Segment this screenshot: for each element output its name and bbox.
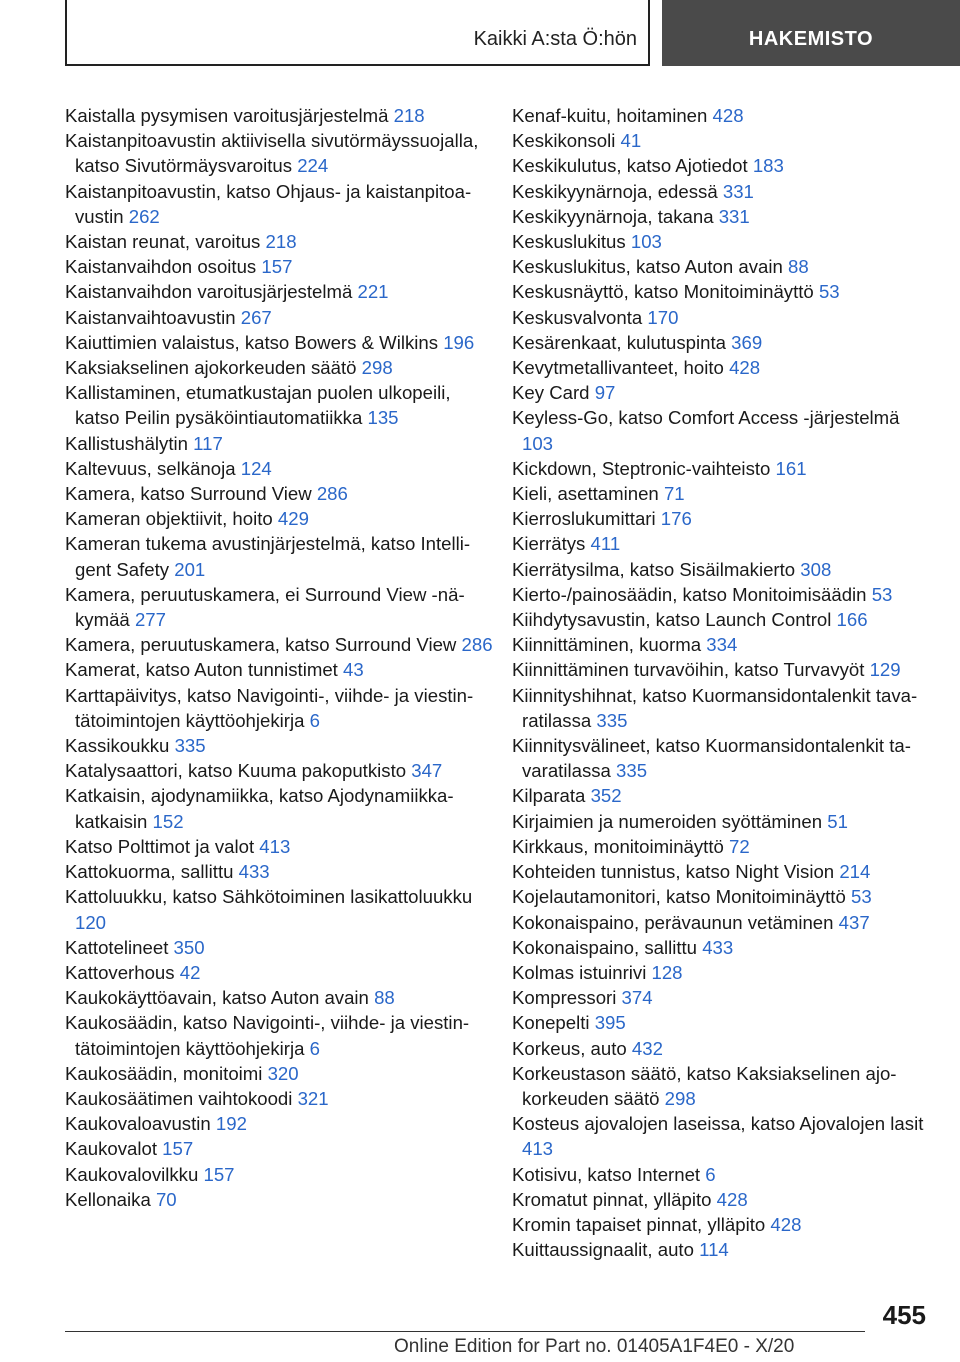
index-entry-text: Kattoluukku, katso Sähkötoiminen lasikattoluukku xyxy=(65,886,473,908)
index-entry-text: Kevytmetallivanteet, hoito xyxy=(512,357,724,379)
index-entry xyxy=(512,1162,932,1187)
index-entry-text: Kromatut pinnat, ylläpito xyxy=(512,1188,712,1210)
index-entry-text: Kiinnittäminen turvavöihin, katso Turvavyöt xyxy=(512,659,865,681)
index-entry xyxy=(65,582,495,632)
index-entry-text: Kierto-/painosäädin, katso Monitoimisäädin xyxy=(512,583,867,605)
index-entry xyxy=(512,153,932,178)
page-reference-link[interactable]: 320 xyxy=(267,1062,299,1084)
index-entry-text: Kaksiakselinen ajokorkeuden säätö xyxy=(65,357,357,379)
page-reference-link[interactable]: 374 xyxy=(621,987,653,1009)
page-reference-link[interactable]: 6 xyxy=(309,709,320,731)
tab-index-active[interactable] xyxy=(662,0,960,66)
index-entry-text: Kierrätys xyxy=(512,533,586,555)
index-entry xyxy=(65,632,495,657)
index-entry xyxy=(512,254,932,279)
index-entry xyxy=(65,1010,495,1060)
index-entry-text: Kiinnittäminen, kuorma xyxy=(512,634,702,656)
index-entry xyxy=(65,531,495,581)
index-entry xyxy=(65,1162,495,1187)
page-reference-link[interactable]: 413 xyxy=(259,835,291,857)
index-entry-text: Kieli, asettaminen xyxy=(512,483,659,505)
index-entry xyxy=(512,405,932,455)
index-entry xyxy=(65,506,495,531)
page-reference-link[interactable]: 308 xyxy=(800,558,832,580)
page-reference-link[interactable]: 170 xyxy=(647,306,679,328)
index-entry-text: Kromin tapaiset pinnat, ylläpito xyxy=(512,1213,766,1235)
page-reference-link[interactable]: 201 xyxy=(174,558,206,580)
index-entry-text: Kierrätysilma, katso Sisäilmakierto xyxy=(512,558,796,580)
index-entry xyxy=(512,229,932,254)
index-entry-text: Kattokuorma, sallittu xyxy=(65,861,234,883)
page-reference-link[interactable]: 347 xyxy=(411,760,443,782)
index-entry-text: Kirjaimien ja numeroiden syöttäminen xyxy=(512,810,823,832)
page-reference-link[interactable]: 6 xyxy=(309,1037,320,1059)
page-reference-link[interactable]: 428 xyxy=(770,1213,802,1235)
index-entry-text: Keskuslukitus xyxy=(512,231,626,253)
index-entry xyxy=(512,330,932,355)
index-entry-text: Kameran objektiivit, hoito xyxy=(65,508,273,530)
index-entry xyxy=(512,632,932,657)
index-entry xyxy=(512,884,932,909)
page-reference-link[interactable]: 157 xyxy=(261,256,293,278)
page-reference-link[interactable]: 196 xyxy=(443,331,475,353)
page-reference-link[interactable]: 42 xyxy=(179,961,201,983)
page-reference-link[interactable]: 6 xyxy=(705,1163,716,1185)
index-entry xyxy=(512,809,932,834)
page-reference-link[interactable]: 298 xyxy=(664,1087,696,1109)
index-entry xyxy=(512,204,932,229)
page-reference-link[interactable]: 262 xyxy=(128,205,160,227)
index-entry xyxy=(512,506,932,531)
index-entry-text: Katkaisin, ajodynamiikka, katso Ajodynamiikkakatkaisin xyxy=(65,785,454,832)
index-entry-text: Kattotelineet xyxy=(65,936,169,958)
index-entry xyxy=(65,330,495,355)
index-entry xyxy=(512,355,932,380)
header-border-left xyxy=(65,0,67,65)
index-entry-text: Kamera, peruutuskamera, katso Surround View xyxy=(65,634,457,656)
header-border-bottom xyxy=(65,64,650,66)
index-entry xyxy=(65,1187,495,1212)
index-entry xyxy=(512,305,932,330)
index-entry-text: Kamera, peruutuskamera, ei Surround View -näkymää xyxy=(65,583,465,631)
index-entry xyxy=(65,128,495,178)
index-entry-text: Kiinnityshihnat, katso Kuormansidontalenkit tavaratilassa xyxy=(512,684,918,731)
index-entry-text: Karttapäivitys, katso Navigointi-, viihde- ja viestintätoimintojen käyttöohjekirja xyxy=(65,684,474,731)
page-reference-link[interactable]: 157 xyxy=(203,1163,235,1185)
index-entry xyxy=(512,960,932,985)
index-entry xyxy=(65,683,495,733)
index-entry xyxy=(512,557,932,582)
index-entry-text: Kiihdytysavustin, katso Launch Control xyxy=(512,609,832,631)
index-entry-text: Kaistanpitoavustin, katso Ohjaus- ja kaistanpitoavustin xyxy=(65,180,472,227)
index-entry xyxy=(65,305,495,330)
index-entry xyxy=(65,783,495,833)
index-column-left xyxy=(65,103,495,1212)
page-reference-link[interactable]: 428 xyxy=(716,1188,748,1210)
index-entry-text: Kaukosäädin, katso Navigointi-, viihde- ja viestintätoimintojen käyttöohjekirja xyxy=(65,1012,470,1059)
page-reference-link[interactable]: 128 xyxy=(651,961,683,983)
index-entry-text: Kellonaika xyxy=(65,1188,151,1210)
page-reference-link[interactable]: 413 xyxy=(522,1138,554,1160)
page-reference-link[interactable]: 321 xyxy=(297,1087,329,1109)
index-entry-text: Katalysaattori, katso Kuuma pakoputkisto xyxy=(65,760,407,782)
index-entry xyxy=(65,859,495,884)
index-entry-text: Kameran tukema avustinjärjestelmä, katso Intelligent Safety xyxy=(65,533,471,580)
index-entry xyxy=(65,456,495,481)
index-entry-text: Katso Polttimot ja valot xyxy=(65,835,255,857)
index-entry-text: Kaukovaloavustin xyxy=(65,1113,211,1135)
index-entry xyxy=(512,103,932,128)
index-entry xyxy=(512,481,932,506)
page-reference-link[interactable]: 267 xyxy=(240,306,272,328)
index-entry-text: Kohteiden tunnistus, katso Night Vision xyxy=(512,861,835,883)
index-entry-text: Kosteus ajovalojen laseissa, katso Ajovalojen lasit xyxy=(512,1113,924,1135)
index-entry-text: Kallistaminen, etumatkustajan puolen ulkopeili, katso Peilin pysäköintiautomatiikka xyxy=(65,382,451,429)
page-reference-link[interactable]: 72 xyxy=(729,835,750,857)
page-reference-link[interactable]: 350 xyxy=(173,936,205,958)
index-entry xyxy=(512,582,932,607)
header-border-divider xyxy=(648,0,650,65)
index-entry xyxy=(512,834,932,859)
index-entry xyxy=(512,985,932,1010)
footer-edition-text: Online Edition for Part no. 01405A1F4E0 - X/20 xyxy=(394,1336,795,1357)
tab-index-label: HAKEMISTO xyxy=(748,28,874,50)
index-entry xyxy=(65,431,495,456)
index-entry xyxy=(65,380,495,430)
page-reference-link[interactable]: 53 xyxy=(818,281,840,303)
index-entry xyxy=(512,531,932,556)
page-reference-link[interactable]: 129 xyxy=(869,659,901,681)
index-entry-text: Kaistalla pysymisen varoitusjärjestelmä xyxy=(65,105,389,126)
page-reference-link[interactable]: 192 xyxy=(215,1113,247,1135)
page-reference-link[interactable]: 433 xyxy=(238,861,270,883)
page-reference-link[interactable]: 286 xyxy=(316,483,348,505)
index-entry-text: Kotisivu, katso Internet xyxy=(512,1163,701,1185)
page-reference-link[interactable]: 277 xyxy=(134,609,166,631)
page-reference-link[interactable]: 335 xyxy=(616,760,648,782)
page-reference-link[interactable]: 51 xyxy=(827,810,848,832)
index-entry-text: Keskusvalvonta xyxy=(512,306,643,328)
index-entry-text: Konepelti xyxy=(512,1012,590,1034)
page-reference-link[interactable]: 224 xyxy=(297,155,329,177)
page-reference-link[interactable]: 135 xyxy=(367,407,399,429)
index-entry xyxy=(65,279,495,304)
index-entry xyxy=(65,733,495,758)
index-entry-text: Kaistanvaihtoavustin xyxy=(65,306,236,328)
index-entry-text: Kirkkaus, monitoiminäyttö xyxy=(512,835,724,857)
index-entry-text: Kattoverhous xyxy=(65,961,175,983)
page-reference-link[interactable]: 103 xyxy=(630,231,662,253)
index-entry xyxy=(512,456,932,481)
index-entry-text: Kaistanvaihdon osoitus xyxy=(65,256,257,278)
page-reference-link[interactable]: 335 xyxy=(596,709,628,731)
index-entry xyxy=(65,179,495,229)
index-entry-text: Kesärenkaat, kulutuspinta xyxy=(512,331,726,353)
page-reference-link[interactable]: 331 xyxy=(718,205,750,227)
index-entry-text: Kokonaispaino, sallittu xyxy=(512,936,698,958)
footer-divider xyxy=(65,1331,865,1332)
index-entry-text: Korkeustason säätö, katso Kaksiakselinen ajokorkeuden säätö xyxy=(512,1062,897,1109)
index-entry-text: Kamerat, katso Auton tunnistimet xyxy=(65,659,338,681)
index-entry-text: Kiinnitysvälineet, katso Kuormansidontalenkit tavaratilassa xyxy=(512,735,911,782)
index-entry-text: Kaiuttimien valaistus, katso Bowers & Wilkins xyxy=(65,331,439,353)
index-entry-text: Kuittaussignaalit, auto xyxy=(512,1239,694,1261)
page-reference-link[interactable]: 103 xyxy=(522,432,554,454)
index-entry-text: Kickdown, Steptronic-vaihteisto xyxy=(512,457,771,479)
page-reference-link[interactable]: 221 xyxy=(357,281,389,303)
index-entry-text: Keskikyynärnoja, takana xyxy=(512,205,714,227)
index-entry xyxy=(512,733,932,783)
index-entry xyxy=(512,380,932,405)
index-entry xyxy=(512,859,932,884)
index-entry xyxy=(65,985,495,1010)
index-entry-text: Keskikulutus, katso Ajotiedot xyxy=(512,155,748,177)
index-entry xyxy=(65,1061,495,1086)
index-entry-text: Kolmas istuinrivi xyxy=(512,961,647,983)
index-entry xyxy=(65,355,495,380)
index-entry xyxy=(65,103,495,128)
page-reference-link[interactable]: 88 xyxy=(787,256,809,278)
page-reference-link[interactable]: 395 xyxy=(594,1012,626,1034)
page-reference-link[interactable]: 161 xyxy=(775,457,807,479)
index-entry xyxy=(512,657,932,682)
index-entry xyxy=(65,1086,495,1111)
index-entry xyxy=(512,683,932,733)
index-entry-text: Kaistanvaihdon varoitusjärjestelmä xyxy=(65,281,353,303)
index-entry xyxy=(65,481,495,506)
index-entry xyxy=(65,657,495,682)
index-entry-text: Kaistan reunat, varoitus xyxy=(65,231,261,253)
page-reference-link[interactable]: 70 xyxy=(155,1188,177,1210)
index-entry xyxy=(512,1010,932,1035)
page-reference-link[interactable]: 120 xyxy=(75,911,107,933)
index-entry-text: Keskusnäyttö, katso Monitoiminäyttö xyxy=(512,281,814,303)
index-entry-text: Kallistushälytin xyxy=(65,432,188,454)
index-entry-text: Keskikyynärnoja, edessä xyxy=(512,180,718,202)
index-entry xyxy=(65,254,495,279)
index-entry xyxy=(512,128,932,153)
index-entry xyxy=(512,1111,932,1161)
page-reference-link[interactable]: 176 xyxy=(660,508,692,530)
page-reference-link[interactable]: 88 xyxy=(374,987,395,1009)
index-entry-text: Kokonaispaino, perävaunun vetäminen xyxy=(512,911,834,933)
page-reference-link[interactable]: 214 xyxy=(839,861,871,883)
page-reference-link[interactable]: 429 xyxy=(277,508,309,530)
page-reference-link[interactable]: 428 xyxy=(712,105,744,126)
index-entry-text: Kenaf-kuitu, hoitaminen xyxy=(512,105,708,126)
page-reference-link[interactable]: 218 xyxy=(393,105,425,126)
index-entry xyxy=(65,229,495,254)
page-reference-link[interactable]: 53 xyxy=(871,583,893,605)
page-reference-link[interactable]: 286 xyxy=(461,634,493,656)
page-reference-link[interactable]: 331 xyxy=(722,180,754,202)
index-entry-text: Kierroslukumittari xyxy=(512,508,656,530)
index-entry xyxy=(512,179,932,204)
index-entry xyxy=(512,1212,932,1237)
index-entry-text: Kilparata xyxy=(512,785,586,807)
index-entry-text: Kamera, katso Surround View xyxy=(65,483,312,505)
page-reference-link[interactable]: 218 xyxy=(265,231,297,253)
index-entry-text: Kojelautamonitori, katso Monitoiminäyttö xyxy=(512,886,846,908)
index-entry xyxy=(65,960,495,985)
index-entry xyxy=(512,1061,932,1111)
page-reference-link[interactable]: 334 xyxy=(706,634,738,656)
index-entry xyxy=(65,935,495,960)
index-entry-text: Kaukokäyttöavain, katso Auton avain xyxy=(65,987,369,1009)
index-entry-text: Kaukovalovilkku xyxy=(65,1163,199,1185)
page-reference-link[interactable]: 43 xyxy=(343,659,364,681)
page-reference-link[interactable]: 117 xyxy=(193,432,223,454)
tab-a-to-o[interactable]: Kaikki A:sta Ö:hön xyxy=(473,28,637,50)
index-entry-text: Kassikoukku xyxy=(65,735,170,757)
page-reference-link[interactable]: 437 xyxy=(838,911,870,933)
page-reference-link[interactable]: 183 xyxy=(752,155,784,177)
index-entry xyxy=(512,935,932,960)
page-reference-link[interactable]: 71 xyxy=(663,483,685,505)
index-entry xyxy=(65,1136,495,1161)
index-entry-text: Key Card xyxy=(512,382,590,404)
page-reference-link[interactable]: 114 xyxy=(699,1239,729,1261)
index-entry xyxy=(512,783,932,808)
index-entry-text: Keyless-Go, katso Comfort Access -järjestelmä xyxy=(512,407,900,429)
page-reference-link[interactable]: 433 xyxy=(702,936,734,958)
index-entry-text: Korkeus, auto xyxy=(512,1037,627,1059)
index-entry xyxy=(512,607,932,632)
index-entry-text: Kaukosäädin, monitoimi xyxy=(65,1062,263,1084)
page-reference-link[interactable]: 166 xyxy=(836,609,868,631)
page-reference-link[interactable]: 369 xyxy=(731,331,763,353)
page-reference-link[interactable]: 335 xyxy=(174,735,206,757)
index-entry-text: Keskikonsoli xyxy=(512,130,616,152)
index-entry-text: Kaltevuus, selkänoja xyxy=(65,457,236,479)
index-entry xyxy=(512,1036,932,1061)
page-reference-link[interactable]: 124 xyxy=(240,457,272,479)
index-entry-text: Kompressori xyxy=(512,987,617,1009)
page-reference-link[interactable]: 298 xyxy=(361,357,393,379)
page-reference-link[interactable]: 53 xyxy=(851,886,872,908)
page-reference-link[interactable]: 97 xyxy=(594,382,616,404)
page-reference-link[interactable]: 157 xyxy=(162,1138,194,1160)
index-column-right xyxy=(512,103,932,1262)
page-number: 455 xyxy=(882,1300,926,1330)
index-entry xyxy=(65,834,495,859)
page-reference-link[interactable]: 41 xyxy=(620,130,642,152)
index-entry xyxy=(512,1187,932,1212)
index-entry xyxy=(65,1111,495,1136)
index-entry-text: Kaukosäätimen vaihtokoodi xyxy=(65,1087,293,1109)
index-entry-text: Kaistanpitoavustin aktiivisella sivutörmäyssuojalla, katso Sivutörmäysvaroitus xyxy=(65,130,479,177)
index-entry-text: Kaukovalot xyxy=(65,1138,157,1160)
page-reference-link[interactable]: 411 xyxy=(590,533,621,555)
page-reference-link[interactable]: 352 xyxy=(590,785,622,807)
index-entry xyxy=(65,758,495,783)
index-entry xyxy=(512,910,932,935)
index-entry xyxy=(65,884,495,934)
index-entry xyxy=(512,279,932,304)
index-entry-text: Keskuslukitus, katso Auton avain xyxy=(512,256,783,278)
page-reference-link[interactable]: 432 xyxy=(631,1037,663,1059)
index-entry xyxy=(512,1237,932,1262)
page-reference-link[interactable]: 152 xyxy=(152,810,184,832)
page-reference-link[interactable]: 428 xyxy=(729,357,761,379)
